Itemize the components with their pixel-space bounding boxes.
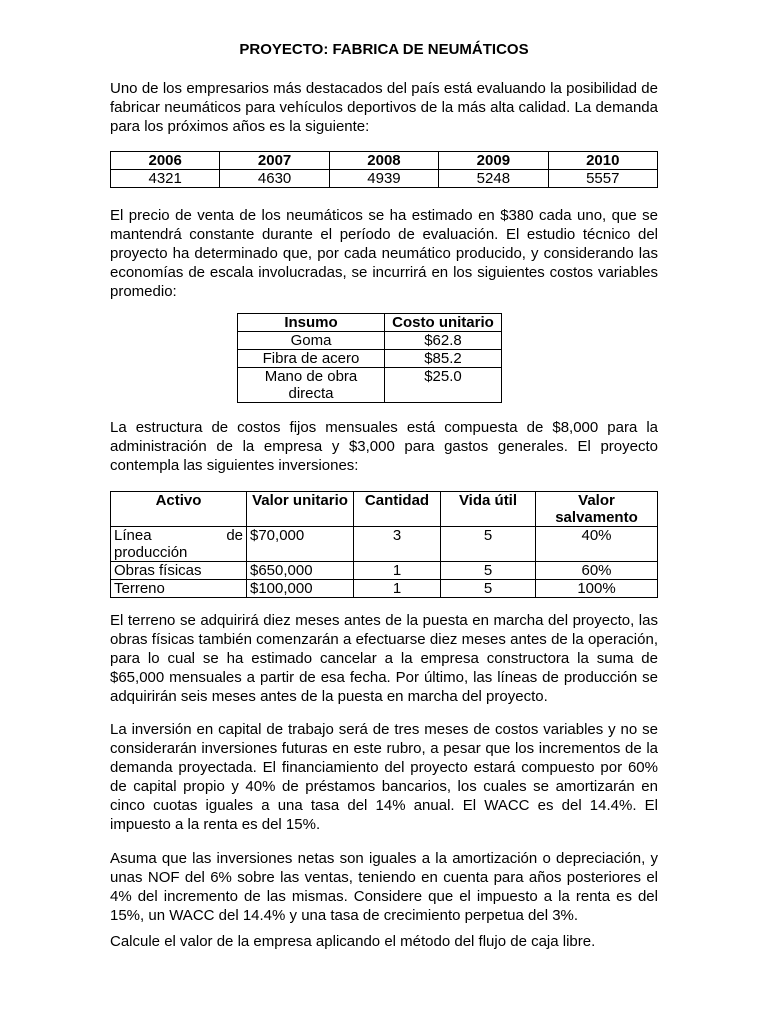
insumo-cell: Mano de obra directa: [238, 368, 385, 403]
valor-cell: $650,000: [247, 562, 354, 580]
costo-cell: $62.8: [385, 332, 502, 350]
year-cell: 2010: [548, 152, 657, 170]
vida-cell: 5: [441, 562, 536, 580]
cost-table-header-row: [238, 314, 502, 332]
vida-cell: 5: [441, 527, 536, 562]
cost-header-costo: Costo unitario: [385, 314, 502, 332]
year-cell: 2007: [220, 152, 329, 170]
header-valor-unitario: Valor unitario: [247, 492, 354, 527]
activo-cell: Terreno: [111, 580, 247, 598]
activo-word: Línea: [114, 527, 152, 544]
demand-value-cell: 5557: [548, 170, 657, 188]
cantidad-cell: 1: [354, 562, 441, 580]
cantidad-cell: 3: [354, 527, 441, 562]
header-valor-salvamento: Valor salvamento: [536, 492, 658, 527]
paragraph-price: El precio de venta de los neumáticos se ha estimado en $380 cada uno, que se mantendrá constante durante el período de evaluación. El estudio técnico del proyecto ha determinado que, por cada neumático producido, y considerando las economías de escala involucradas, se incurrirá en los siguientes costos variables promedio:: [110, 207, 658, 300]
table-row: [238, 368, 502, 403]
investment-table: [110, 491, 658, 598]
activo-cell: Obras físicas: [111, 562, 247, 580]
paragraph-assumptions: Asuma que las inversiones netas son iguales a la amortización o depreciación, y unas NOF del 6% sobre las ventas, teniendo en cuenta para años posteriores el 4% del incremento de las mismas. Considere que el impuesto a la renta es del 15%, un WACC del 14.4% y una tasa de crecimiento perpetua del 3%.: [110, 850, 658, 924]
table-row: [238, 350, 502, 368]
header-cantidad: Cantidad: [354, 492, 441, 527]
demand-table-header-row: [111, 152, 658, 170]
demand-value-cell: 5248: [439, 170, 548, 188]
variable-cost-table: [237, 313, 502, 403]
document-title: PROYECTO: FABRICA DE NEUMÁTICOS: [239, 41, 529, 58]
paragraph-task: Calcule el valor de la empresa aplicando el método del flujo de caja libre.: [110, 933, 596, 950]
header-vida-util: Vida útil: [441, 492, 536, 527]
costo-cell: $25.0: [385, 368, 502, 403]
valor-cell: $100,000: [247, 580, 354, 598]
table-row: [111, 580, 658, 598]
paragraph-intro: Uno de los empresarios más destacados del país está evaluando la posibilidad de fabricar neumáticos para vehículos deportivos de la más alta calidad. La demanda para los próximos años es la siguiente:: [110, 80, 658, 135]
table-row: [111, 562, 658, 580]
paragraph-timeline: El terreno se adquirirá diez meses antes de la puesta en marcha del proyecto, las obras físicas también comenzarán a efectuarse diez meses antes de la operación, para lo cual se ha estimado cancelar a la empresa constructora la suma de $65,000 mensuales a partir de esa fecha. Por último, las líneas de producción se adquirirán seis meses antes de la puesta en marcha del proyecto.: [110, 612, 658, 705]
activo-word: de: [226, 527, 243, 544]
activo-word: producción: [114, 544, 188, 561]
demand-value-cell: 4939: [329, 170, 438, 188]
demand-table: [110, 151, 658, 188]
salvamento-cell: 60%: [536, 562, 658, 580]
paragraph-financing: La inversión en capital de trabajo será de tres meses de costos variables y no se considerarán inversiones futuras en este rubro, a pesar que los incrementos de la demanda proyectada. El financiamiento del proyecto estará compuesto por 60% de capital propio y 40% de préstamos bancarios, los cuales se amortizarán en cinco cuotas iguales a una tasa del 14% anual. El WACC es del 14.4%. El impuesto a la renta es del 15%.: [110, 721, 658, 833]
costo-cell: $85.2: [385, 350, 502, 368]
year-cell: 2008: [329, 152, 438, 170]
cantidad-cell: 1: [354, 580, 441, 598]
demand-value-cell: 4630: [220, 170, 329, 188]
activo-cell: [111, 527, 247, 562]
header-activo: Activo: [111, 492, 247, 527]
year-cell: 2009: [439, 152, 548, 170]
insumo-cell: Goma: [238, 332, 385, 350]
demand-table-value-row: [111, 170, 658, 188]
paragraph-fixed-costs: La estructura de costos fijos mensuales está compuesta de $8,000 para la administración de la empresa y $3,000 para gastos generales. El proyecto contempla las siguientes inversiones:: [110, 419, 658, 474]
salvamento-cell: 40%: [536, 527, 658, 562]
table-row: [238, 332, 502, 350]
salvamento-cell: 100%: [536, 580, 658, 598]
investment-table-header-row: [111, 492, 658, 527]
demand-value-cell: 4321: [111, 170, 220, 188]
year-cell: 2006: [111, 152, 220, 170]
table-row: [111, 527, 658, 562]
cost-header-insumo: Insumo: [238, 314, 385, 332]
valor-cell: $70,000: [247, 527, 354, 562]
insumo-cell: Fibra de acero: [238, 350, 385, 368]
vida-cell: 5: [441, 580, 536, 598]
